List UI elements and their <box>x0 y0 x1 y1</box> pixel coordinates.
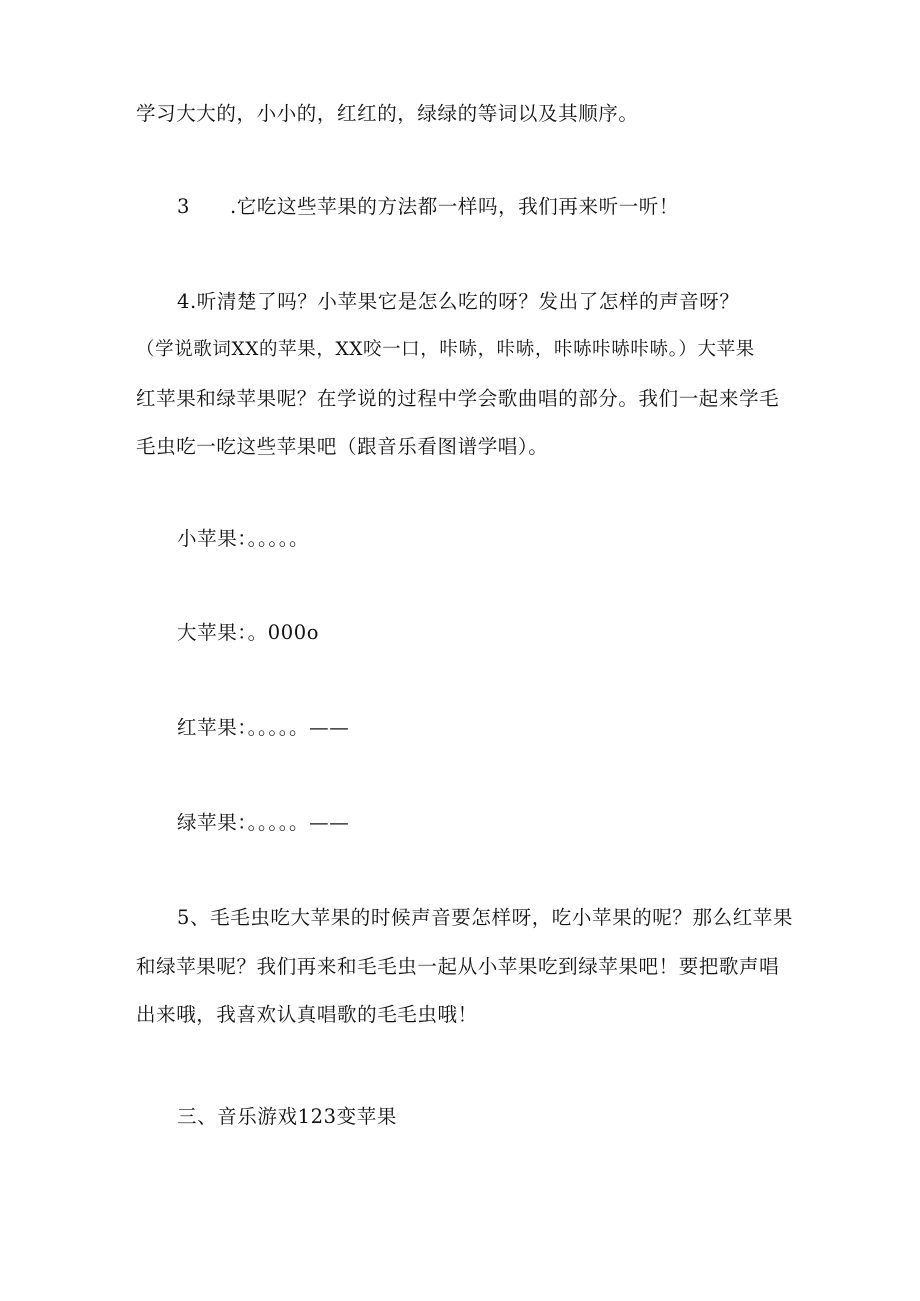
rhythm-small-apple: 小苹果：。。。。。 <box>177 527 310 550</box>
step-5-continuation: 和绿苹果呢？我们再来和毛毛虫一起从小苹果吃到绿苹果吧！要把歌声唱 <box>136 955 780 978</box>
section-heading-music-game: 三、音乐游戏123变苹果 <box>177 1105 397 1128</box>
step-4-question: 4.听清楚了吗？小苹果它是怎么吃的呀？发出了怎样的声音呀？ <box>177 290 740 313</box>
step-4-closing: 毛虫吃一吃这些苹果吧（跟音乐看图谱学唱）。 <box>136 435 549 458</box>
step-5-closing: 出来哦，我喜欢认真唱歌的毛毛虫哦！ <box>136 1003 478 1026</box>
step-3-text: .它吃这些苹果的方法都一样吗，我们再来听一听！ <box>230 195 679 218</box>
rhythm-red-apple: 红苹果：。。。。。—— <box>177 716 350 739</box>
rhythm-big-apple: 大苹果：。000o <box>177 621 320 644</box>
step-number-3: 3 <box>177 195 191 218</box>
step-5-question: 5、毛毛虫吃大苹果的时候声音要怎样呀，吃小苹果的呢？那么红苹果 <box>177 906 794 929</box>
step-4-continuation: 红苹果和绿苹果呢？在学说的过程中学会歌曲唱的部分。我们一起来学毛 <box>136 387 780 410</box>
step-4-lyrics-line: （学说歌词XX的苹果，XX咬一口，咔哧，咔哧，咔哧咔哧咔哧。）大苹果 <box>136 339 755 360</box>
rhythm-green-apple: 绿苹果：。。。。。—— <box>177 811 350 834</box>
paragraph-line-order-words: 学习大大的，小小的，红红的，绿绿的等词以及其顺序。 <box>136 102 639 125</box>
